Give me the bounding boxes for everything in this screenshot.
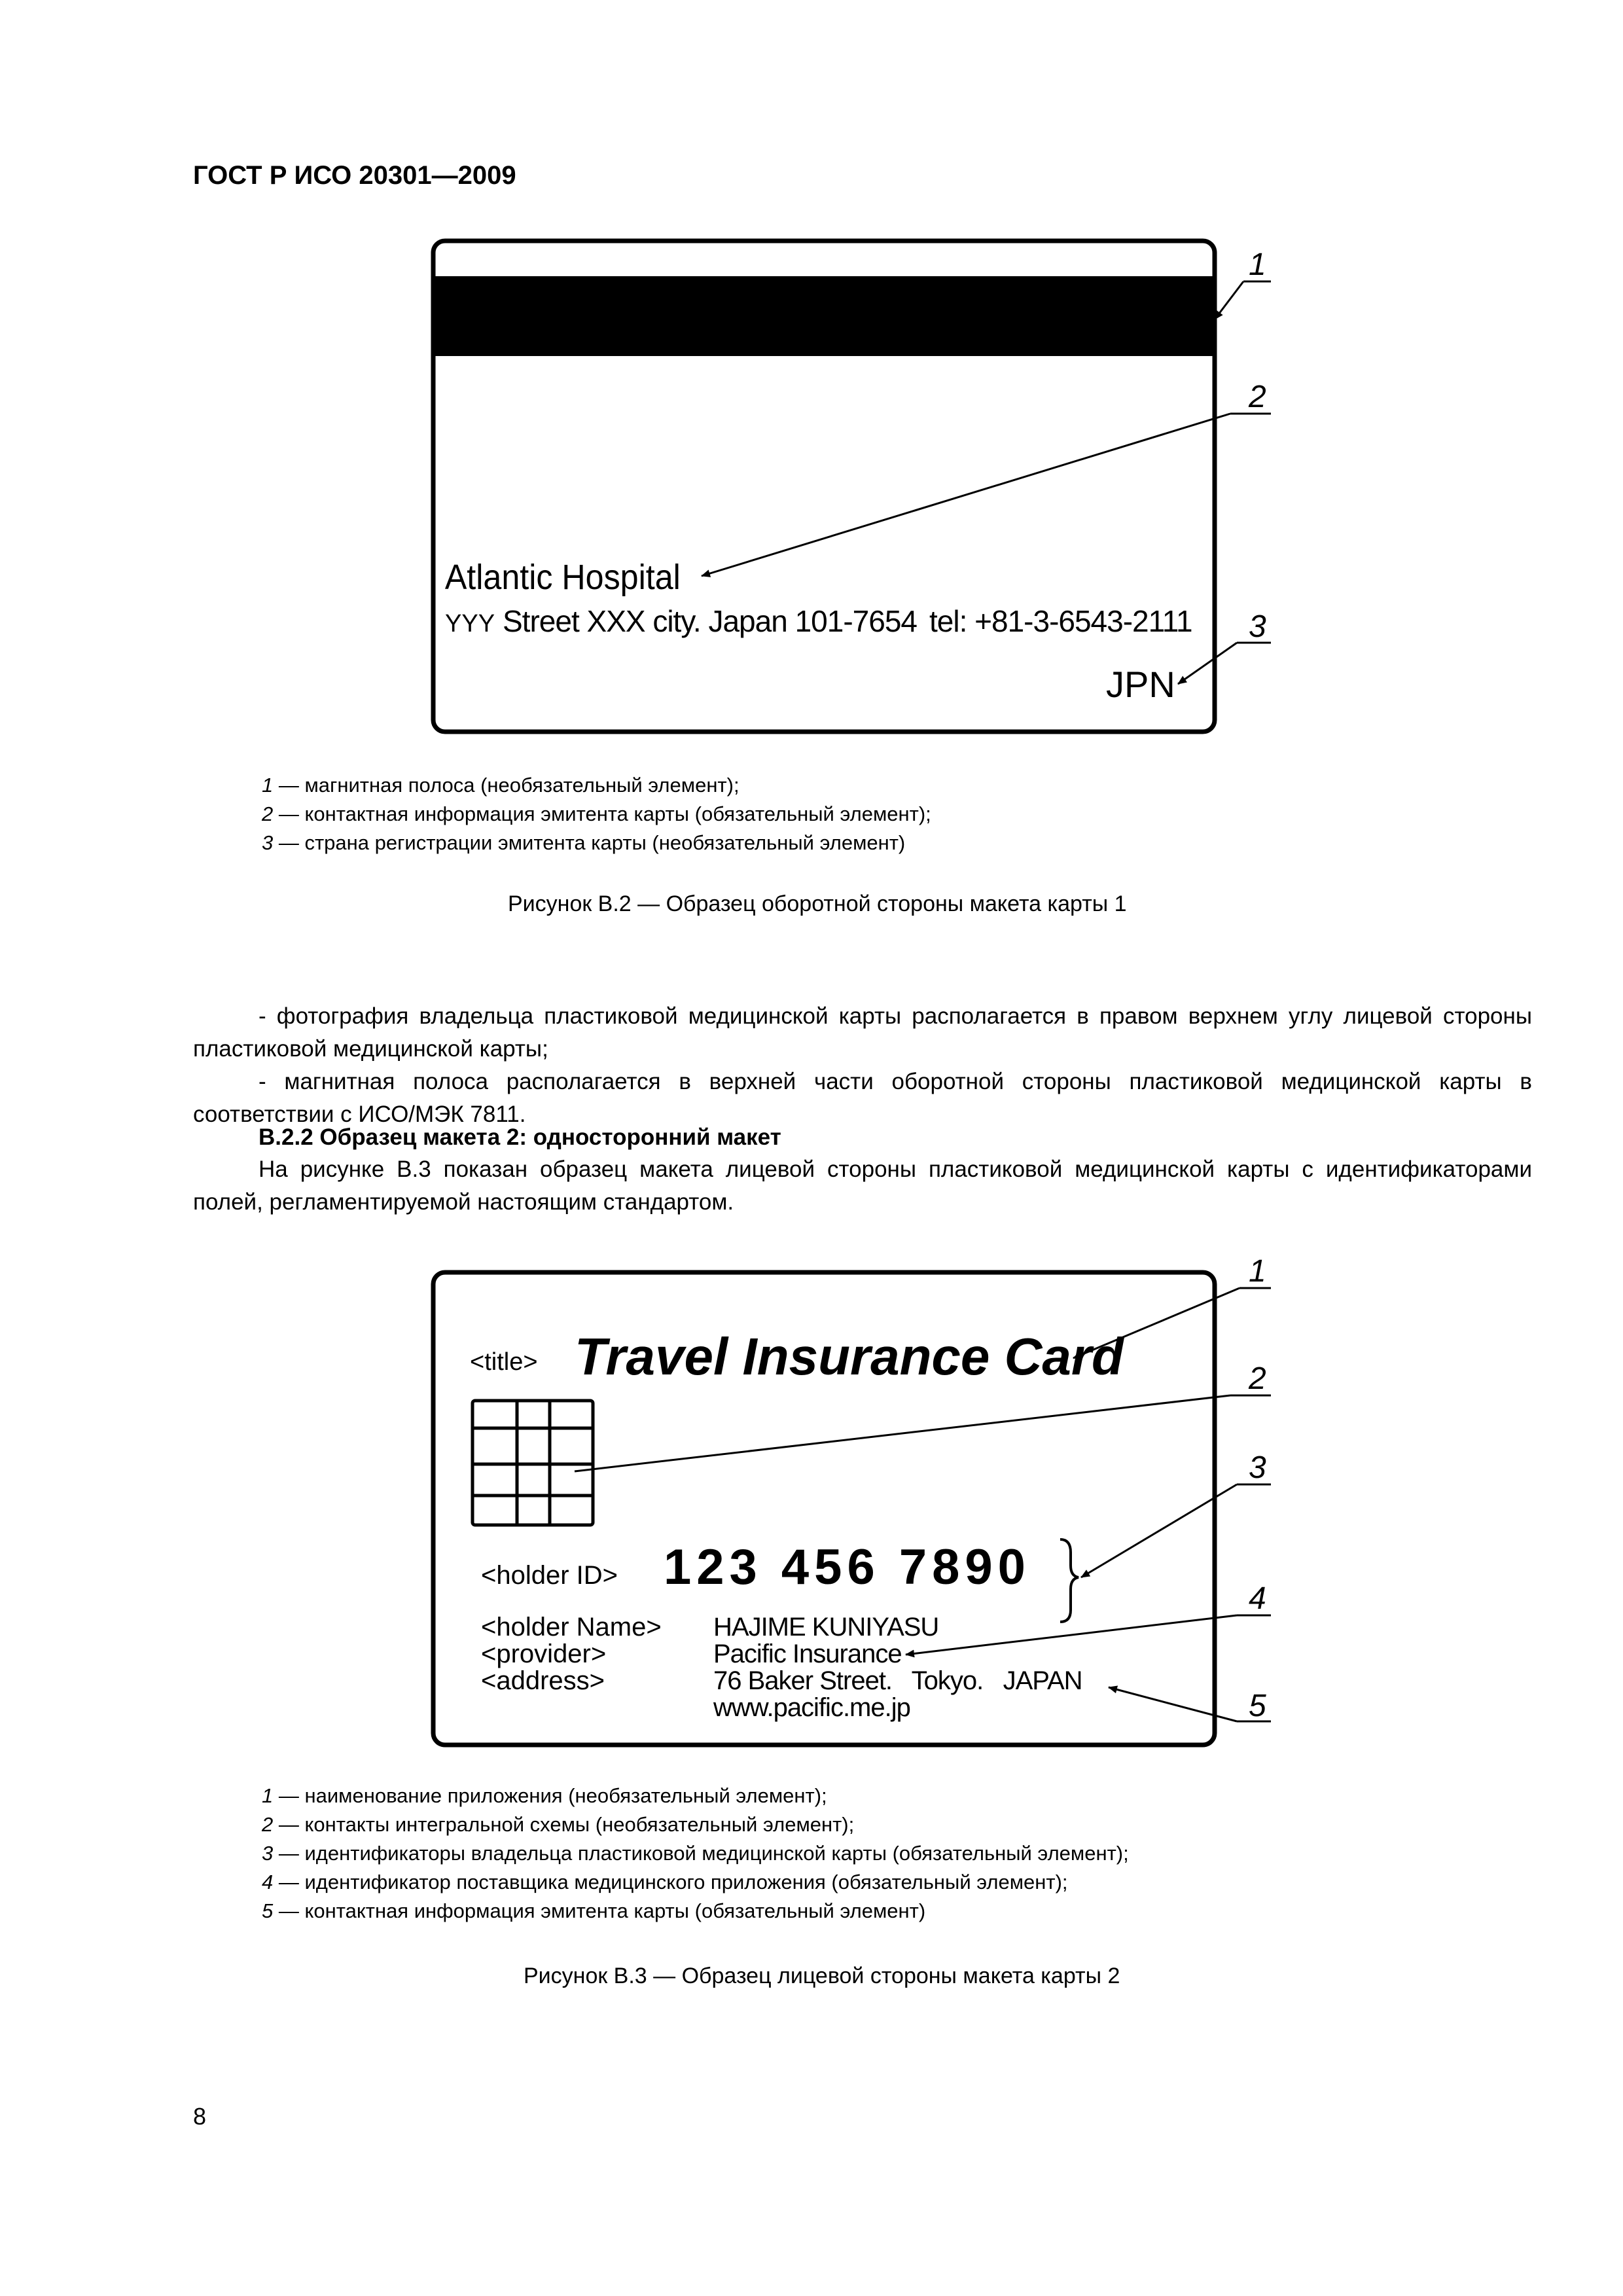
provider-name: Pacific Insurance	[713, 1640, 902, 1668]
paragraph-figure-b3: На рисунке В.3 показан образец макета лицевой стороны пластиковой медицинской карты с идентификаторами полей, регламентируемой настоящим стандартом.	[193, 1157, 1532, 1215]
figure-b3	[0, 1244, 1623, 1761]
callout-5: 5	[1249, 1689, 1266, 1723]
address-prefix: YYY	[445, 610, 495, 637]
holder-id: 123 456 7890	[664, 1539, 1031, 1595]
holder-name-tag: <holder Name>	[481, 1613, 662, 1641]
figure-b3-caption: Рисунок В.3 — Образец лицевой стороны макета карты 2	[524, 1964, 1120, 1988]
callout-1: 1	[1249, 1254, 1266, 1289]
holder-id-tag: <holder ID>	[481, 1561, 618, 1590]
holder-name: HAJIME KUNIYASU	[713, 1613, 939, 1641]
provider-tag: <provider>	[481, 1640, 607, 1668]
callout-2: 2	[1249, 1361, 1266, 1396]
callout-3: 3	[1249, 1450, 1266, 1485]
issuer-phone: tel: +81-3-6543-2111	[929, 604, 1192, 638]
section-subheading: В.2.2 Образец макета 2: односторонний макет	[259, 1124, 781, 1150]
callout-4: 4	[1249, 1581, 1266, 1616]
figure-b3-legend	[262, 1782, 1129, 1926]
issuer-address: Street XXX city. Japan 101-7654	[503, 604, 917, 638]
app-title: Travel Insurance Card	[575, 1327, 1124, 1386]
callout-1: 1	[1249, 247, 1266, 282]
legend-item: 4 — идентификатор поставщика медицинского приложения (обязательный элемент);	[262, 1871, 1068, 1893]
legend-item: 2 — контактная информация эмитента карты (обязательный элемент);	[262, 802, 931, 825]
callout-2: 2	[1249, 380, 1266, 414]
provider-address: 76 Baker Street. Tokyo. JAPAN	[713, 1666, 1082, 1695]
figure-b2-legend	[262, 771, 931, 857]
legend-item: 3 — идентификаторы владельца пластиковой медицинской карты (обязательный элемент);	[262, 1842, 1129, 1865]
issuer-name: Atlantic Hospital	[444, 558, 681, 598]
document-header: ГОСТ Р ИСО 20301—2009	[193, 161, 516, 190]
provider-website: www.pacific.me.jp	[713, 1693, 910, 1722]
legend-item: 1 — магнитная полоса (необязательный элемент);	[262, 774, 740, 797]
paragraph-photo: - фотография владельца пластиковой медицинской карты располагается в правом верхнем углу лицевой стороны пластиковой медицинской карты;	[193, 1003, 1532, 1062]
legend-item: 3 — страна регистрации эмитента карты (необязательный элемент)	[262, 831, 906, 854]
address-tag: <address>	[481, 1666, 605, 1695]
figure-b2	[0, 223, 1623, 759]
issuer-country: JPN	[1106, 664, 1175, 705]
paragraph-stripe: - магнитная полоса располагается в верхней части оборотной стороны пластиковой медицинской карты в соответствии с ИСО/МЭК 7811.	[193, 1069, 1532, 1127]
legend-item: 5 — контактная информация эмитента карты (обязательный элемент)	[262, 1899, 926, 1922]
callout-3: 3	[1249, 609, 1266, 644]
page-number: 8	[193, 2103, 207, 2130]
legend-item: 1 — наименование приложения (необязательный элемент);	[262, 1784, 827, 1807]
legend-item: 2 — контакты интегральной схемы (необязательный элемент);	[262, 1813, 855, 1836]
figure-b2-caption: Рисунок В.2 — Образец оборотной стороны макета карты 1	[508, 891, 1127, 916]
title-tag: <title>	[470, 1348, 538, 1376]
magnetic-stripe	[435, 276, 1213, 356]
